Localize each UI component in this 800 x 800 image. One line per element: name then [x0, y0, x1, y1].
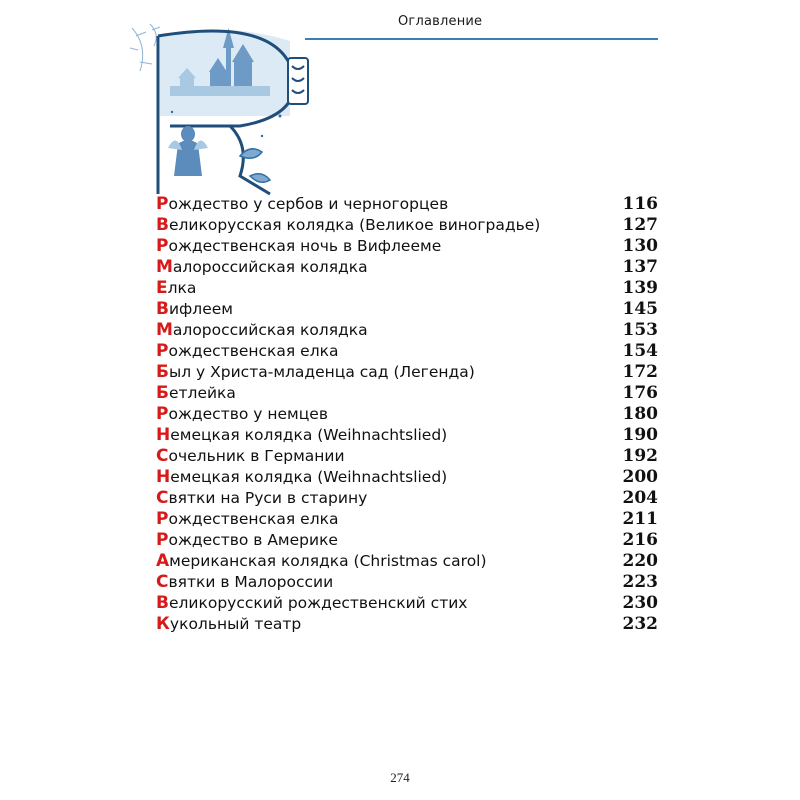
toc-entry-page: 137: [622, 257, 658, 277]
toc-entry-page: 116: [622, 194, 658, 214]
toc-entry-page: 190: [622, 425, 658, 445]
toc-entry: [156, 320, 658, 341]
toc-entry-title-rest: еликорусский рождественский стих: [168, 594, 468, 612]
toc-entry-initial: Р: [156, 509, 169, 529]
toc-entry-initial: А: [156, 551, 170, 571]
toc-entry-initial: Б: [156, 383, 169, 403]
toc-entry: [156, 509, 658, 530]
church-winter-letter-r-ornament-icon: [130, 16, 320, 196]
toc-entry-title: [156, 509, 338, 529]
toc-entry-page: 130: [622, 236, 658, 256]
toc-entry-initial: В: [156, 299, 169, 319]
toc-entry-page: 223: [622, 572, 658, 592]
toc-entry-title-rest: лка: [167, 279, 197, 297]
toc-entry-page: 232: [622, 614, 658, 634]
toc-entry-title-rest: етлейка: [168, 384, 236, 402]
toc-entry-page: 145: [622, 299, 658, 319]
toc-entry-title: [156, 614, 301, 634]
toc-entry-initial: Е: [156, 278, 168, 298]
toc-entry-title: [156, 593, 467, 613]
toc-entry-page: 154: [622, 341, 658, 361]
toc-entry-page: 204: [622, 488, 658, 508]
toc-entry-initial: С: [156, 446, 169, 466]
toc-entry: [156, 593, 658, 614]
toc-entry-title: [156, 341, 338, 361]
toc-entry-page: 180: [622, 404, 658, 424]
toc-entry-title: [156, 446, 345, 466]
toc-entry-page: 127: [622, 215, 658, 235]
toc-entry: [156, 404, 658, 425]
toc-entry-title: [156, 425, 447, 445]
toc-entry-initial: С: [156, 572, 169, 592]
toc-entry-title-rest: еликорусская колядка (Великое виноградье): [168, 216, 541, 234]
toc-entry-page: 200: [622, 467, 658, 487]
toc-entry-title: [156, 194, 448, 214]
toc-entry-page: 192: [622, 446, 658, 466]
toc-entry-initial: В: [156, 593, 169, 613]
toc-entry-page: 172: [622, 362, 658, 382]
toc-entry-title: [156, 488, 367, 508]
toc-entry-title: [156, 215, 540, 235]
toc-entry-initial: В: [156, 215, 169, 235]
toc-entry-title: [156, 299, 233, 319]
toc-entry-title-rest: алороссийская колядка: [172, 258, 368, 276]
toc-entry-title: [156, 278, 196, 298]
toc-entry-page: 211: [622, 509, 658, 529]
toc-entry-initial: Р: [156, 236, 169, 256]
toc-entry-title: [156, 362, 475, 382]
toc-entry-initial: К: [156, 614, 170, 634]
toc-entry: [156, 257, 658, 278]
toc-entry-page: 139: [622, 278, 658, 298]
toc-entry-title: [156, 383, 236, 403]
toc-entry: [156, 383, 658, 404]
toc-entry-title-rest: вятки в Малороссии: [168, 573, 334, 591]
toc-entry: [156, 194, 658, 215]
toc-entry-initial: Р: [156, 404, 169, 424]
toc-entry-title-rest: емецкая колядка (Weihnachtslied): [170, 468, 448, 486]
toc-entry-title: [156, 467, 447, 487]
table-of-contents: [156, 194, 658, 635]
toc-entry-title: [156, 320, 368, 340]
toc-entry: [156, 425, 658, 446]
toc-entry: [156, 572, 658, 593]
toc-entry-title-rest: ождественская елка: [168, 342, 339, 360]
toc-entry-title-rest: ождественская ночь в Вифлееме: [168, 237, 442, 255]
toc-entry-title-rest: ыл у Христа-младенца сад (Легенда): [168, 363, 475, 381]
toc-entry: [156, 278, 658, 299]
toc-entry: [156, 215, 658, 236]
toc-entry-title-rest: ождественская елка: [168, 510, 339, 528]
toc-entry-initial: Б: [156, 362, 169, 382]
toc-entry: [156, 341, 658, 362]
toc-entry-initial: Н: [156, 425, 171, 445]
running-header-title: Оглавление: [398, 14, 483, 29]
toc-entry-title-rest: очельник в Германии: [168, 447, 345, 465]
toc-entry-initial: М: [156, 320, 173, 340]
toc-entry-initial: М: [156, 257, 173, 277]
toc-entry-title-rest: ождество в Америке: [168, 531, 338, 549]
toc-entry-title-rest: ождество у сербов и черногорцев: [168, 195, 449, 213]
toc-entry: [156, 236, 658, 257]
toc-entry-initial: Р: [156, 341, 169, 361]
toc-entry-page: 230: [622, 593, 658, 613]
toc-entry-title: [156, 236, 441, 256]
toc-entry-title: [156, 572, 333, 592]
toc-entry: [156, 488, 658, 509]
toc-entry-title: [156, 551, 487, 571]
toc-entry-title: [156, 530, 338, 550]
toc-entry-page: 220: [622, 551, 658, 571]
page-number: 274: [390, 770, 410, 785]
toc-entry-title: [156, 404, 328, 424]
toc-entry-initial: Р: [156, 194, 169, 214]
toc-entry: [156, 299, 658, 320]
toc-entry: [156, 530, 658, 551]
toc-entry: [156, 551, 658, 572]
toc-entry-initial: Н: [156, 467, 171, 487]
header-rule: [305, 38, 658, 40]
toc-entry-title: [156, 257, 368, 277]
toc-entry-page: 176: [622, 383, 658, 403]
toc-entry-page: 153: [622, 320, 658, 340]
toc-entry-title-rest: укольный театр: [169, 615, 302, 633]
toc-entry: [156, 446, 658, 467]
toc-entry: [156, 467, 658, 488]
toc-entry-title-rest: вятки на Руси в старину: [168, 489, 368, 507]
toc-entry-title-rest: ождество у немцев: [168, 405, 328, 423]
toc-entry-title-rest: ифлеем: [168, 300, 233, 318]
toc-entry-title-rest: мериканская колядка (Christmas carol): [169, 552, 487, 570]
toc-entry-title-rest: алороссийская колядка: [172, 321, 368, 339]
toc-entry-title-rest: емецкая колядка (Weihnachtslied): [170, 426, 448, 444]
toc-entry-initial: С: [156, 488, 169, 508]
toc-entry: [156, 614, 658, 635]
toc-entry: [156, 362, 658, 383]
toc-entry-initial: Р: [156, 530, 169, 550]
toc-entry-page: 216: [622, 530, 658, 550]
